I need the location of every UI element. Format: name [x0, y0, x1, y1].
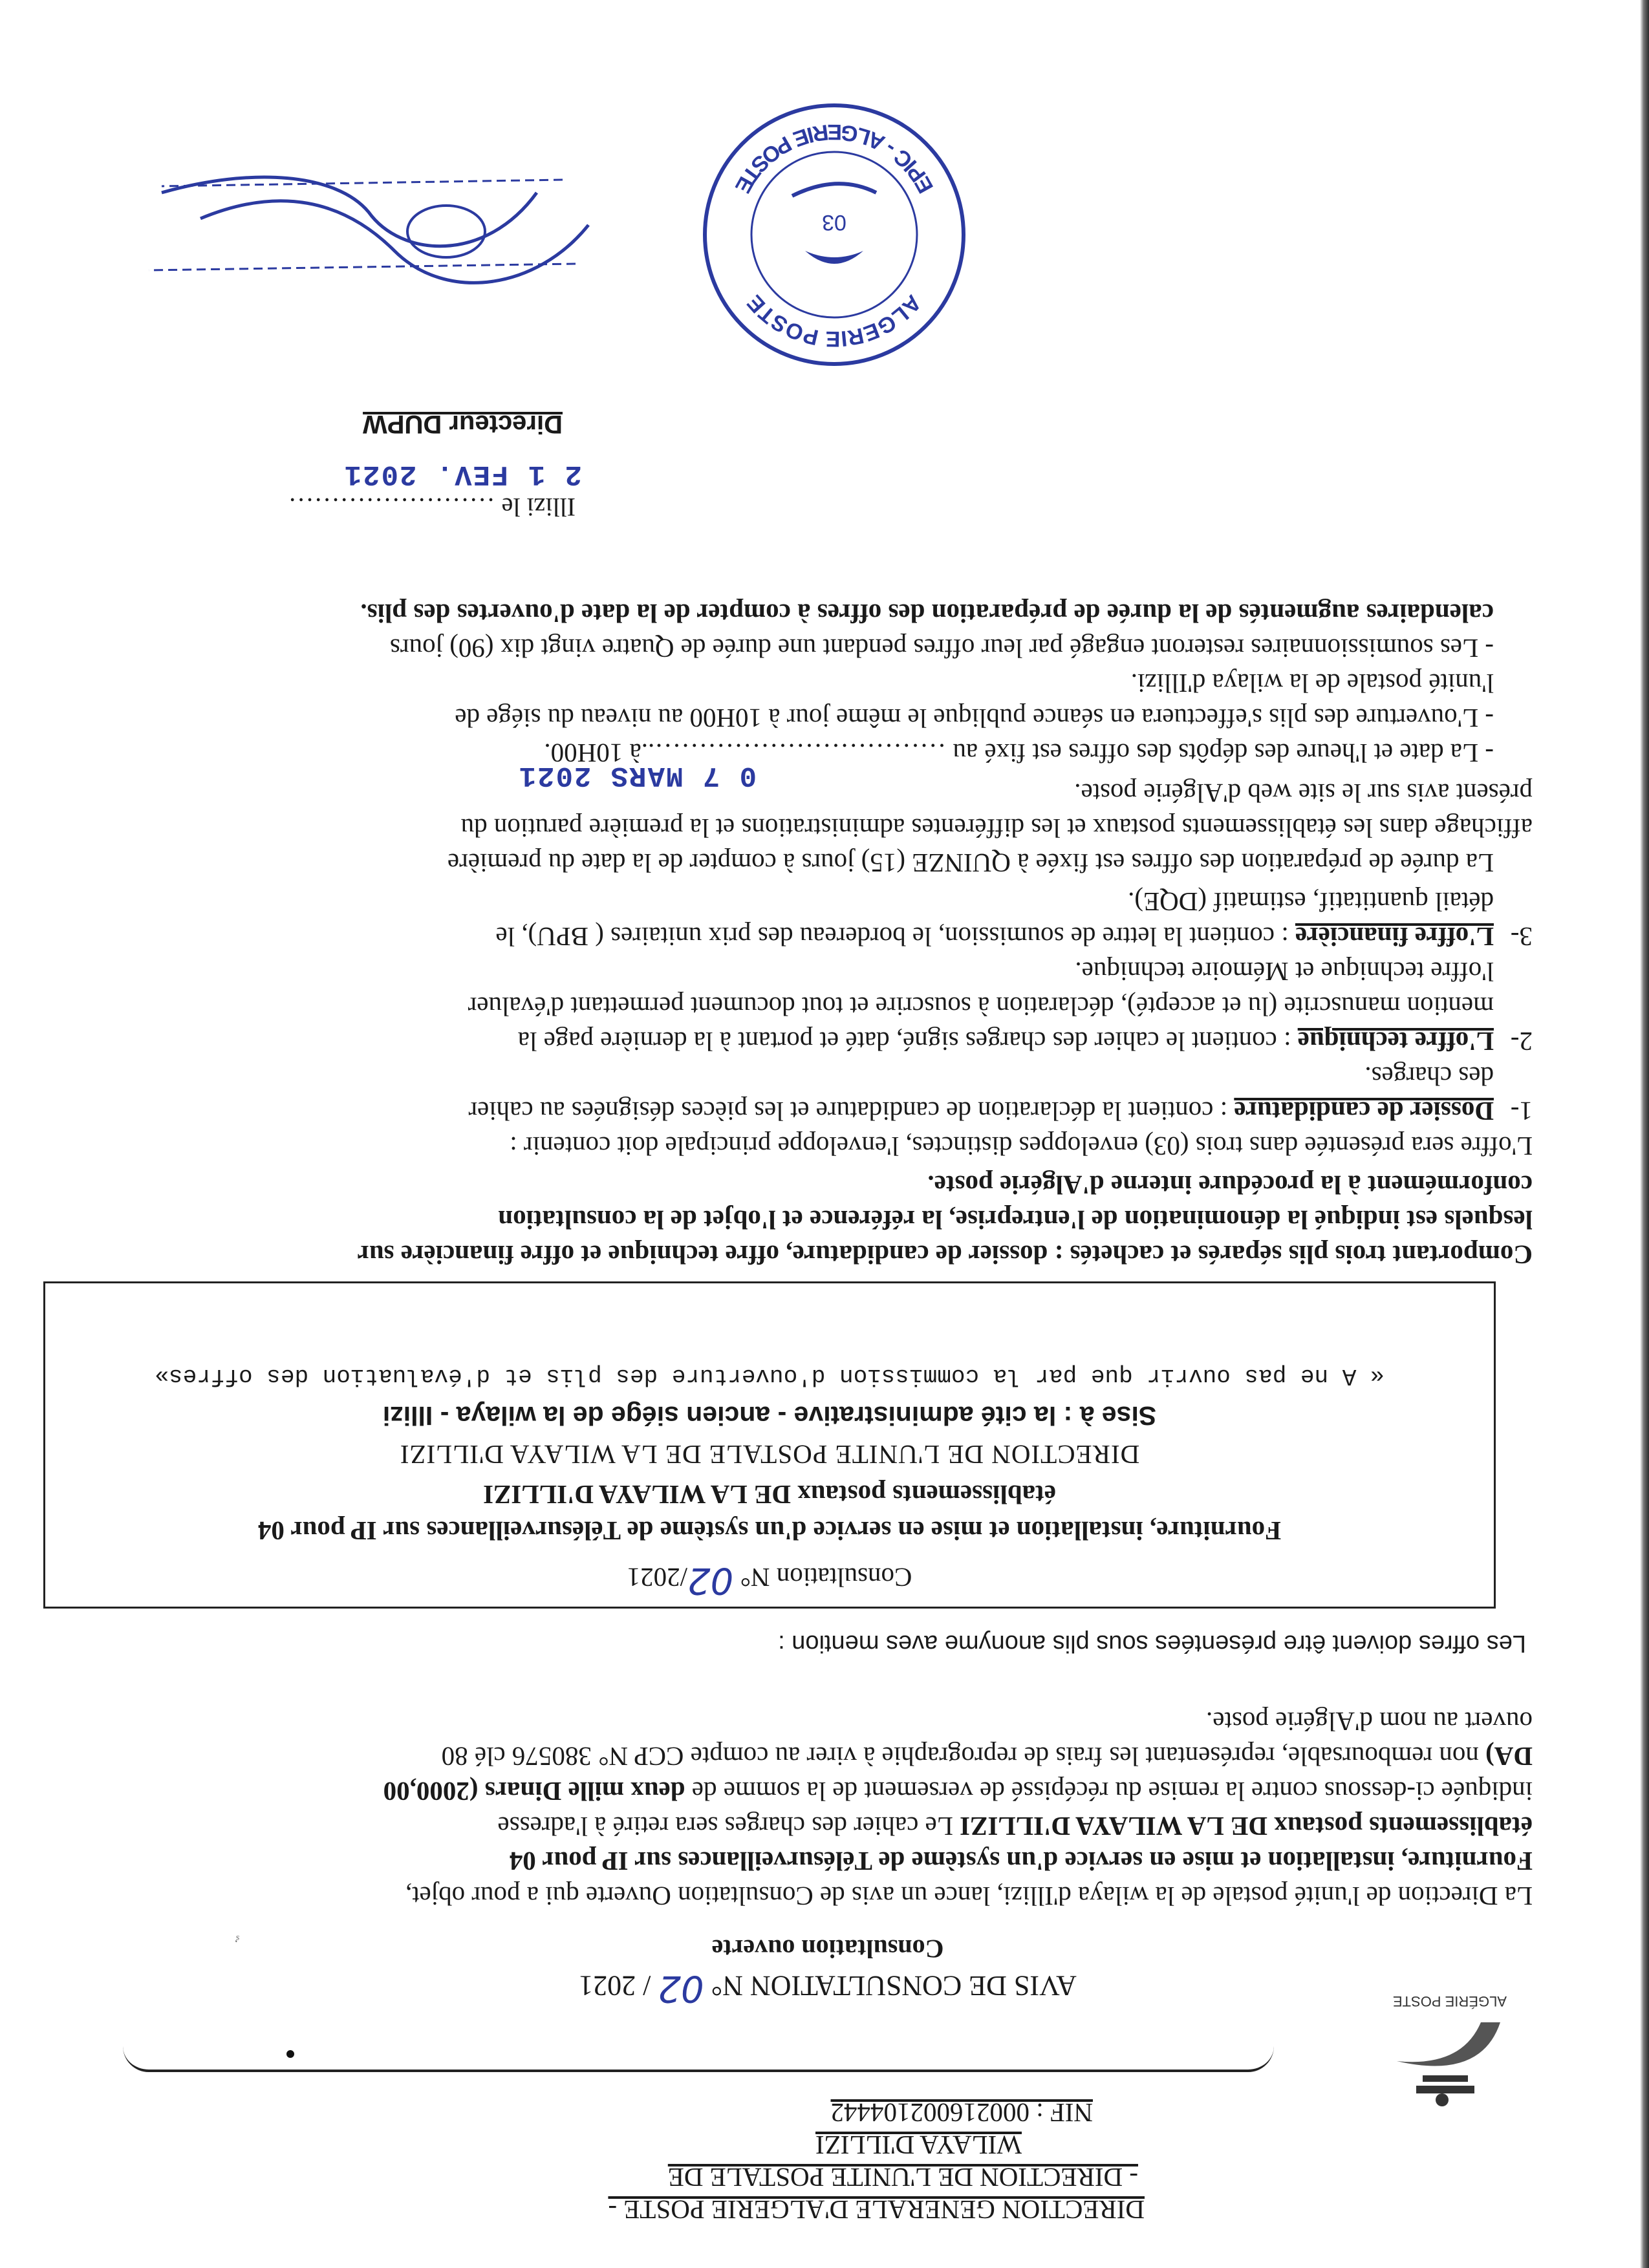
p1-line1: Comportant trois plis séparés et cachetés : dossier de candidature, offre technique et offre financière sur [357, 1240, 1533, 1270]
header-line2: - DIRECTION DE L'UNITE POSTALE DE [667, 2163, 1138, 2192]
title-suffix: / 2021 [579, 1970, 651, 2002]
p3-line2: affichage dans les établissements postaux et les différentes administrations et la première parution du [460, 813, 1533, 843]
date-stamp-signature: 2 1 FEV. 2021 [343, 458, 582, 490]
offers-mention: Les offres doivent être présentées sous plis anonyme aves mention : [778, 1630, 1526, 1657]
item2-line2: mention manuscrite (lu et accepté), déclaration à souscrire et tout document permettant d'évaluer [468, 992, 1494, 1022]
item2-line3: l'offre technique et Mémoire technique. [1075, 957, 1494, 987]
p6-line1: - Les soumissionnaires resteront engagé par leur offres pendant une durée de Quatre vingt dix (90) jours [389, 634, 1494, 663]
box-line1 [45, 1559, 1494, 1601]
box-line2: Fourniture, installation et mise en service d'un système de Télésurveillances sur IP pour 04 [257, 1516, 1282, 1546]
place-label: Illizi le …………………… [288, 493, 576, 522]
svg-text:ALGERIE POSTE [742, 290, 926, 351]
intro-line3a: établissements postaux DE LA WILAYA D'ILLIZI [960, 1812, 1533, 1841]
intro-line1: La Direction de l'unité postale de la wilaya d'Illizi, lance un avis de Consultation Ouverte qui a pour objet, [405, 1881, 1533, 1911]
stamp-bottom-text: EPIC - ALGERIE POSTE [729, 119, 939, 197]
p5-line1: - L'ouverture des plis s'effectuera en séance publique le même jour à 10H00 au niveau du siége de [455, 703, 1494, 733]
box-line4: DIRECTION DE L'UNITE POSTALE DE LA WILAYA D'ILLIZI [399, 1440, 1140, 1470]
p6-line2: calendaires augmentés de la durée de préparation des offres à compter de la date d'ouvertes des plis. [360, 599, 1494, 628]
box-line1-suffix: /2021 [627, 1563, 688, 1592]
item2-num: 2- [1510, 1027, 1533, 1056]
intro-paragraph [78, 1704, 1533, 1914]
p5-line2: l'unité postale de la wilaya d'Illizi. [1130, 669, 1494, 698]
p3-line3: présent avis sur le site web d'Algérie poste. [1074, 778, 1533, 808]
header-line3: WILAYA D'ILLIZI [815, 2130, 1022, 2160]
p4 [78, 736, 1533, 791]
header-line4: NIF : 000216002104442 [830, 2098, 1093, 2128]
signature [123, 147, 614, 341]
header-block [608, 2097, 1145, 2226]
stamp-top-text: ALGERIE POSTE [742, 290, 927, 352]
p1-line2: lesquels est indiqué la dénomination de l'entreprise, la référence et l'objet de la consultation [498, 1205, 1533, 1235]
p1-line3: conformément à la procédure interne d'Algérie poste. [927, 1170, 1533, 1200]
item1-line1: : contient la déclaration de candidature et les pièces désignées au cahier [468, 1097, 1234, 1126]
item1 [78, 1059, 1533, 1129]
title-number: 02 [658, 1967, 704, 2009]
intro-line3b: Le cahier des charges sera retiré à l'adresse [497, 1812, 960, 1841]
body-section [78, 596, 1533, 1272]
stamp-number: 03 [822, 210, 846, 235]
date-stamp-deposit: 0 7 MARS 2021 [517, 759, 757, 791]
intro-line5b: non remboursable, représentant les frais de reprographie à virer au compte CCP N° 380576 clé 80 [441, 1742, 1486, 1771]
box-line5: Sise à : la cité administrative - ancien siége de la wilaya - Illizi [382, 1401, 1157, 1431]
box-line1-prefix: Consultation N° [740, 1563, 912, 1592]
intro-line5a: DA) [1485, 1742, 1533, 1771]
header-line1: DIRECTION GENERALE D'ALGERIE POSTE - [608, 2195, 1145, 2225]
logo-text: ALGÉRIE POSTE [1392, 1993, 1507, 2009]
item2 [78, 954, 1533, 1059]
page-title [116, 1967, 1539, 2009]
item2-label: L'offre technique [1297, 1027, 1494, 1056]
item3-line1: : contient la lettre de soumission, le bordereau des prix unitaires ( BPU), le [495, 922, 1295, 952]
item2-line1: : contient le cahier des charges signé, daté et portant à la dernière page la [517, 1027, 1298, 1056]
item1-num: 1- [1510, 1097, 1533, 1126]
algerie-poste-logo [1384, 1990, 1520, 2119]
p2: L'offre sera présentée dans trois (03) enveloppes distinctes, l'enveloppe principale doit contenir : [510, 1131, 1533, 1161]
title-prefix: AVIS DE CONSULTATION N° [711, 1970, 1077, 2002]
dot [286, 2050, 294, 2058]
intro-line4a: indiquée ci-dessous contre la remise du récépissé de versement de la somme de [685, 1777, 1533, 1806]
item3-label: L'offre financière [1295, 922, 1494, 952]
item1-label: Dossier de candidature [1234, 1097, 1494, 1126]
signatory-title: Directeur DUPW [363, 410, 563, 438]
scan-mark: ˢ̓ [236, 1929, 239, 1945]
intro-line6: ouvert au nom d'Algérie poste. [1206, 1707, 1533, 1737]
p4-line1: - La date et l'heure des dépôts des offres est fixé au ……………………………..à 10H00. [544, 738, 1494, 768]
item1-line2: des charges. [1364, 1062, 1494, 1091]
item3-num: 3- [1510, 922, 1533, 952]
round-stamp [695, 96, 973, 374]
p3-line1: La durée de préparation des offres est fixée à QUINZE (15) jours à compter de la date du première [447, 848, 1494, 878]
intro-line4b: deux mille Dinars (2000,00 [383, 1777, 685, 1806]
intro-line2: Fourniture, installation et mise en service d'un système de Télésurveillances sur IP pour 04 [509, 1846, 1533, 1876]
item3-line2: détail quantitatif, estimatif (DQE). [1128, 887, 1494, 917]
box-line3: établissements postaux DE LA WILAYA D'ILLIZI [483, 1480, 1056, 1510]
envelope-mention-box [43, 1281, 1496, 1609]
subtitle: Consultation ouverte [711, 1934, 944, 1963]
box-line6: « A ne pas ouvrir que par la commission d'ouverture des plis et d'évaluation des offres» [155, 1363, 1385, 1389]
scan-edge-shadow [1640, 0, 1649, 2268]
box-line1-number: 02 [687, 1559, 734, 1601]
place-date-line [288, 492, 576, 522]
item3 [78, 884, 1533, 954]
header-rule [123, 2031, 1274, 2072]
